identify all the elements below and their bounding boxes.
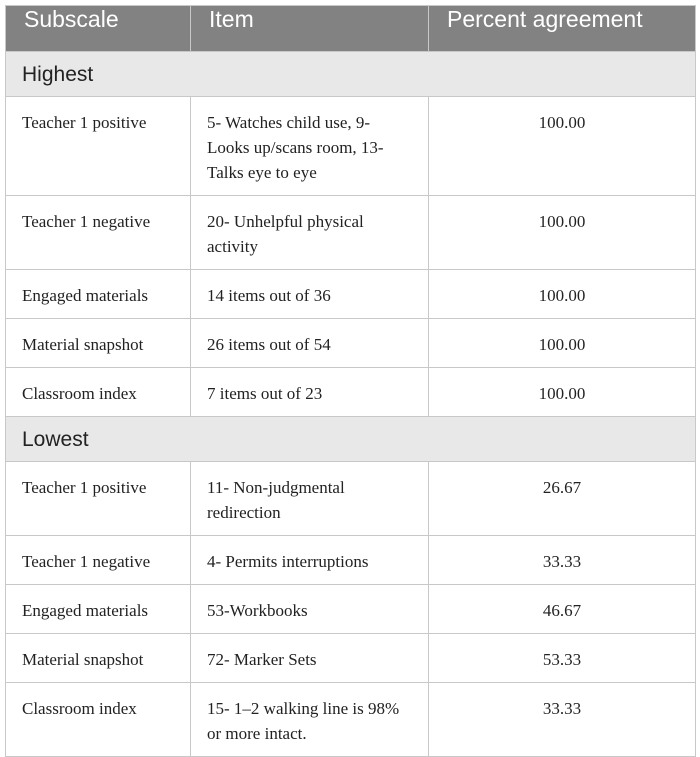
percent-cell: 33.33: [429, 536, 696, 585]
item-cell: 5- Watches child use, 9- Looks up/scans room, 13- Talks eye to eye: [191, 97, 429, 196]
item-cell: 7 items out of 23: [191, 368, 429, 417]
item-cell: 26 items out of 54: [191, 319, 429, 368]
subscale-cell: Engaged materials: [6, 270, 191, 319]
percent-cell: 100.00: [429, 97, 696, 196]
table-row: [6, 634, 696, 683]
percent-cell: 100.00: [429, 196, 696, 270]
section-title: Lowest: [6, 417, 696, 462]
percent-cell: 33.33: [429, 683, 696, 757]
item-cell: 14 items out of 36: [191, 270, 429, 319]
subscale-cell: Classroom index: [6, 368, 191, 417]
subscale-cell: Teacher 1 negative: [6, 196, 191, 270]
section-title: Highest: [6, 52, 696, 97]
subscale-cell: Material snapshot: [6, 319, 191, 368]
subscale-cell: Teacher 1 negative: [6, 536, 191, 585]
header-row: [6, 6, 696, 52]
percent-cell: 100.00: [429, 319, 696, 368]
table-row: [6, 462, 696, 536]
agreement-table: [5, 5, 696, 757]
table-row: [6, 196, 696, 270]
subscale-cell: Teacher 1 positive: [6, 462, 191, 536]
header-percent-agreement: Percent agreement: [429, 6, 696, 52]
table-row: [6, 585, 696, 634]
header-subscale: Subscale: [6, 6, 191, 52]
percent-cell: 53.33: [429, 634, 696, 683]
item-cell: 15- 1–2 walking line is 98% or more intact.: [191, 683, 429, 757]
percent-cell: 100.00: [429, 368, 696, 417]
section-row-highest: [6, 52, 696, 97]
subscale-cell: Engaged materials: [6, 585, 191, 634]
subscale-cell: Material snapshot: [6, 634, 191, 683]
table-row: [6, 368, 696, 417]
percent-cell: 100.00: [429, 270, 696, 319]
section-row-lowest: [6, 417, 696, 462]
table-row: [6, 683, 696, 757]
item-cell: 4- Permits interruptions: [191, 536, 429, 585]
subscale-cell: Classroom index: [6, 683, 191, 757]
subscale-cell: Teacher 1 positive: [6, 97, 191, 196]
header-item: Item: [191, 6, 429, 52]
table-row: [6, 270, 696, 319]
item-cell: 20- Unhelpful physical activity: [191, 196, 429, 270]
percent-cell: 26.67: [429, 462, 696, 536]
table-row: [6, 319, 696, 368]
table-row: [6, 536, 696, 585]
item-cell: 72- Marker Sets: [191, 634, 429, 683]
item-cell: 53-Workbooks: [191, 585, 429, 634]
percent-cell: 46.67: [429, 585, 696, 634]
table-header: [6, 6, 696, 52]
item-cell: 11- Non-judgmental redirection: [191, 462, 429, 536]
table-row: [6, 97, 696, 196]
table-body: [6, 52, 696, 757]
